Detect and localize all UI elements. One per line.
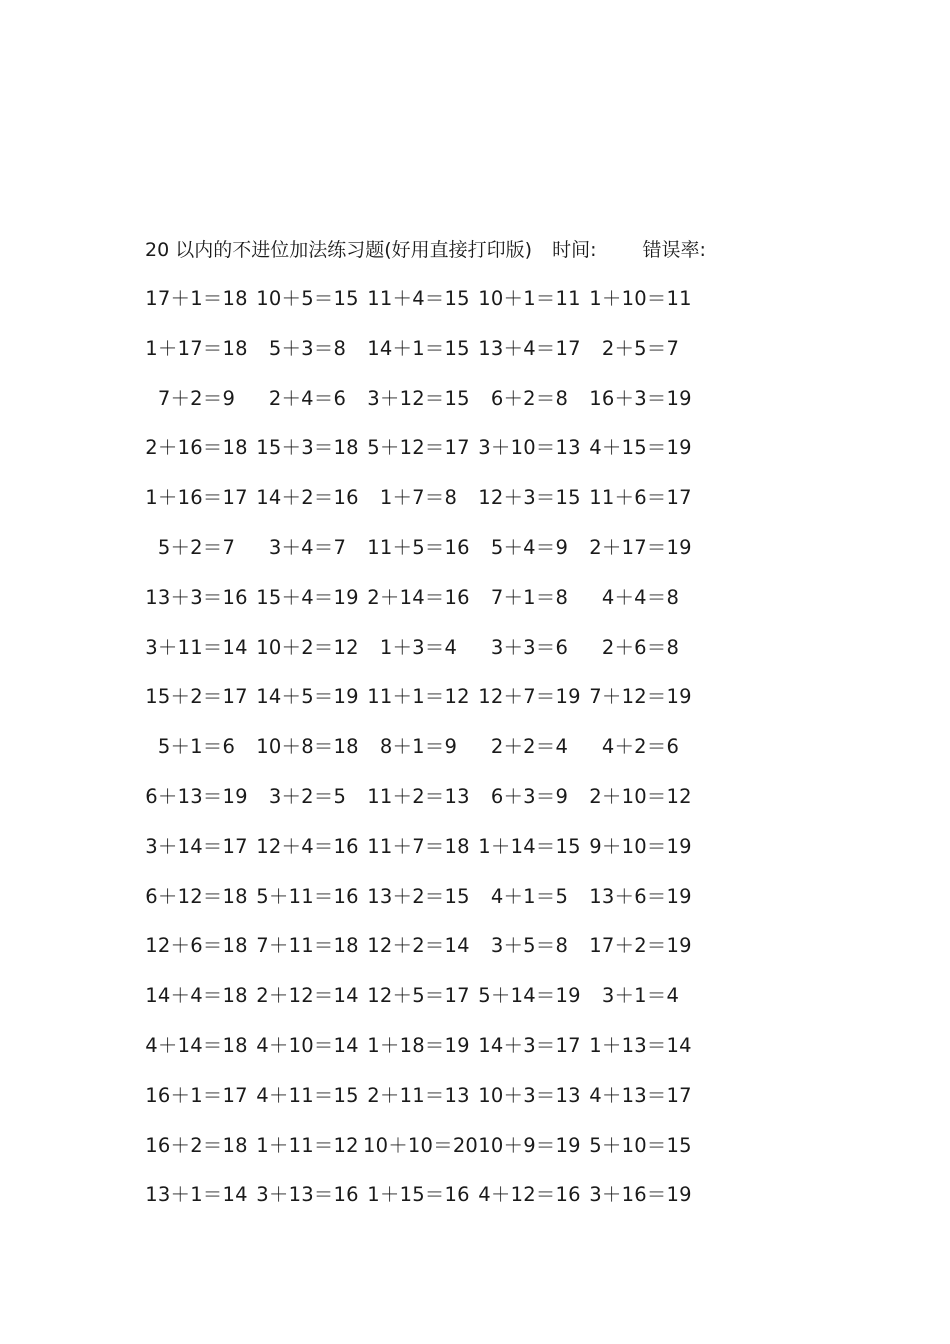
addition-problem: 6＋3＝9	[490, 784, 569, 808]
addition-problem: 1＋17＝18	[145, 336, 248, 360]
addition-problem: 14＋3＝17	[478, 1033, 581, 1057]
addition-problem: 2＋4＝6	[268, 386, 347, 410]
problem-row	[145, 483, 705, 533]
addition-problem: 4＋15＝19	[589, 436, 692, 460]
addition-problem: 10＋9＝19	[478, 1133, 581, 1157]
problem-row	[145, 433, 705, 483]
problem-row	[145, 1081, 705, 1131]
addition-problem: 3＋14＝17	[145, 834, 248, 858]
problem-row	[145, 931, 705, 981]
addition-problem: 10＋2＝12	[256, 635, 359, 659]
addition-problem: 15＋2＝17	[145, 685, 248, 709]
addition-problem: 6＋13＝19	[145, 784, 248, 808]
addition-problem: 10＋5＝15	[256, 287, 359, 310]
addition-problem: 4＋4＝8	[601, 585, 680, 609]
addition-problem: 10＋3＝13	[478, 1083, 581, 1107]
addition-problem: 1＋13＝14	[589, 1033, 692, 1057]
addition-problem: 12＋3＝15	[478, 486, 581, 510]
problem-row	[145, 1180, 705, 1230]
addition-problem: 4＋14＝18	[145, 1033, 248, 1057]
addition-problem: 10＋8＝18	[256, 735, 359, 759]
problem-row	[145, 384, 705, 434]
addition-problem: 15＋4＝19	[256, 585, 359, 609]
addition-problem: 11＋1＝12	[367, 685, 470, 709]
addition-problem: 2＋12＝14	[256, 984, 359, 1008]
addition-problem: 5＋10＝15	[589, 1133, 692, 1157]
addition-problem: 5＋12＝17	[367, 436, 470, 460]
addition-problem: 14＋5＝19	[256, 685, 359, 709]
addition-problem: 11＋4＝15	[367, 287, 470, 310]
addition-problem: 1＋15＝16	[367, 1183, 470, 1207]
addition-problem: 3＋3＝6	[490, 635, 569, 659]
addition-problem: 9＋10＝19	[589, 834, 692, 858]
addition-problem: 2＋16＝18	[145, 436, 248, 460]
addition-problem: 4＋11＝15	[256, 1083, 359, 1107]
problem-row	[145, 832, 705, 882]
addition-problem: 1＋3＝4	[379, 635, 458, 659]
addition-problem: 3＋12＝15	[367, 386, 470, 410]
addition-problem: 13＋2＝15	[367, 884, 470, 908]
addition-problem: 11＋5＝16	[367, 535, 470, 559]
addition-problem: 1＋18＝19	[367, 1033, 470, 1057]
addition-problem: 2＋10＝12	[589, 784, 692, 808]
problem-grid	[145, 284, 705, 1230]
addition-problem: 4＋12＝16	[478, 1183, 581, 1207]
addition-problem: 16＋2＝18	[145, 1133, 248, 1157]
addition-problem: 15＋3＝18	[256, 436, 359, 460]
addition-problem: 3＋1＝4	[601, 984, 680, 1008]
addition-problem: 6＋12＝18	[145, 884, 248, 908]
problem-row	[145, 1131, 705, 1181]
addition-problem: 17＋2＝19	[589, 934, 692, 958]
addition-problem: 5＋11＝16	[256, 884, 359, 908]
addition-problem: 4＋2＝6	[601, 735, 680, 759]
addition-problem: 5＋3＝8	[268, 336, 347, 360]
problem-row	[145, 583, 705, 633]
addition-problem: 1＋10＝11	[589, 287, 692, 310]
addition-problem: 5＋14＝19	[478, 984, 581, 1008]
addition-problem: 13＋4＝17	[478, 336, 581, 360]
addition-problem: 3＋10＝13	[478, 436, 581, 460]
problem-row	[145, 782, 705, 832]
addition-problem: 5＋4＝9	[490, 535, 569, 559]
addition-problem: 2＋14＝16	[367, 585, 470, 609]
addition-problem: 12＋7＝19	[478, 685, 581, 709]
error-rate-label: 错误率:	[642, 239, 706, 261]
addition-problem: 10＋10＝20	[363, 1133, 479, 1157]
addition-problem: 2＋11＝13	[367, 1083, 470, 1107]
time-label: 时间:	[552, 239, 597, 261]
addition-problem: 10＋1＝11	[478, 287, 581, 310]
addition-problem: 3＋5＝8	[490, 934, 569, 958]
addition-problem: 1＋11＝12	[256, 1133, 359, 1157]
addition-problem: 7＋11＝18	[256, 934, 359, 958]
addition-problem: 16＋3＝19	[589, 386, 692, 410]
worksheet-header	[145, 236, 706, 264]
addition-problem: 7＋2＝9	[157, 386, 236, 410]
problem-row	[145, 682, 705, 732]
addition-problem: 4＋1＝5	[490, 884, 569, 908]
addition-problem: 13＋3＝16	[145, 585, 248, 609]
addition-problem: 4＋10＝14	[256, 1033, 359, 1057]
addition-problem: 2＋17＝19	[589, 535, 692, 559]
addition-problem: 11＋2＝13	[367, 784, 470, 808]
addition-problem: 12＋5＝17	[367, 984, 470, 1008]
problem-row	[145, 981, 705, 1031]
addition-problem: 13＋6＝19	[589, 884, 692, 908]
addition-problem: 1＋16＝17	[145, 486, 248, 510]
addition-problem: 4＋13＝17	[589, 1083, 692, 1107]
addition-problem: 17＋1＝18	[145, 287, 248, 310]
addition-problem: 12＋2＝14	[367, 934, 470, 958]
addition-problem: 2＋5＝7	[601, 336, 680, 360]
addition-problem: 13＋1＝14	[145, 1183, 248, 1207]
addition-problem: 11＋6＝17	[589, 486, 692, 510]
addition-problem: 16＋1＝17	[145, 1083, 248, 1107]
problem-row	[145, 1031, 705, 1081]
addition-problem: 12＋6＝18	[145, 934, 248, 958]
problem-row	[145, 533, 705, 583]
problem-row	[145, 334, 705, 384]
addition-problem: 14＋1＝15	[367, 336, 470, 360]
addition-problem: 2＋6＝8	[601, 635, 680, 659]
addition-problem: 5＋2＝7	[157, 535, 236, 559]
addition-problem: 6＋2＝8	[490, 386, 569, 410]
addition-problem: 14＋4＝18	[145, 984, 248, 1008]
addition-problem: 3＋16＝19	[589, 1183, 692, 1207]
addition-problem: 3＋13＝16	[256, 1183, 359, 1207]
worksheet-title: 20 以内的不进位加法练习题(好用直接打印版)	[145, 239, 533, 261]
problem-row	[145, 633, 705, 683]
addition-problem: 8＋1＝9	[379, 735, 458, 759]
addition-problem: 7＋12＝19	[589, 685, 692, 709]
addition-problem: 3＋11＝14	[145, 635, 248, 659]
addition-problem: 3＋4＝7	[268, 535, 347, 559]
problem-row	[145, 882, 705, 932]
problem-row	[145, 732, 705, 782]
addition-problem: 3＋2＝5	[268, 784, 347, 808]
addition-problem: 2＋2＝4	[490, 735, 569, 759]
addition-problem: 1＋7＝8	[379, 486, 458, 510]
problem-row	[145, 284, 705, 334]
addition-problem: 14＋2＝16	[256, 486, 359, 510]
addition-problem: 12＋4＝16	[256, 834, 359, 858]
addition-problem: 5＋1＝6	[157, 735, 236, 759]
addition-problem: 7＋1＝8	[490, 585, 569, 609]
addition-problem: 1＋14＝15	[478, 834, 581, 858]
addition-problem: 11＋7＝18	[367, 834, 470, 858]
